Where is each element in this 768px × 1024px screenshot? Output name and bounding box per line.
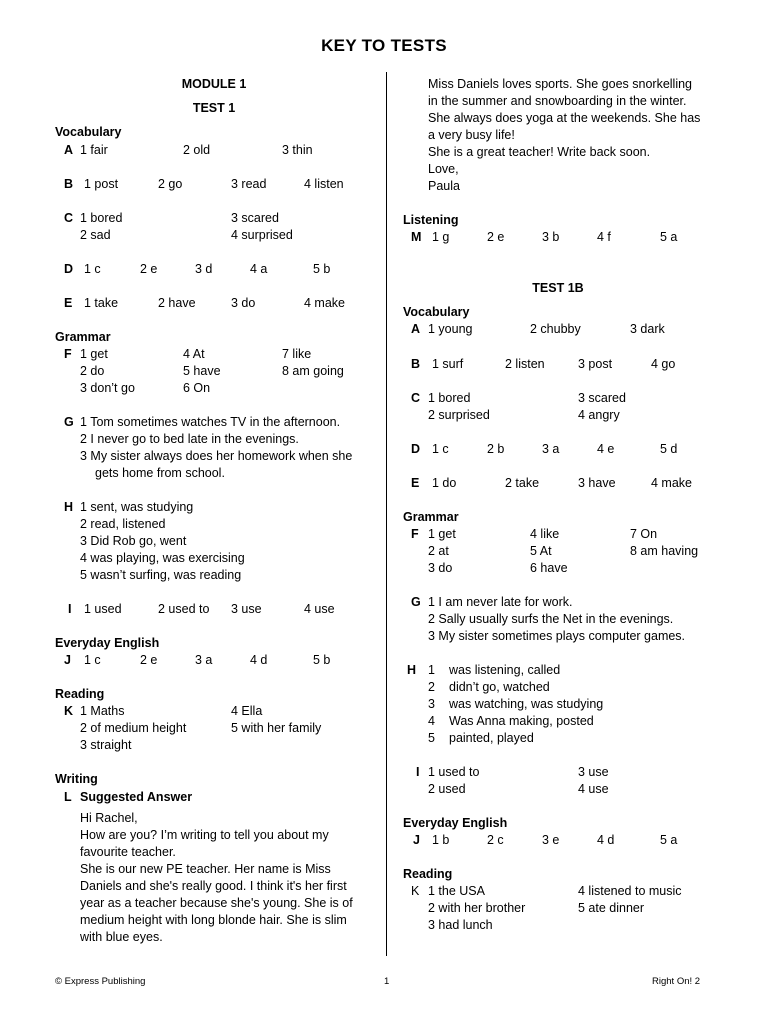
answer: 2 e [140,653,158,667]
exercise-letter-b: B [411,357,421,371]
answer: 5 with her family [231,721,322,735]
answer: 3 Did Rob go, went [80,534,187,548]
answer: 2 surprised [428,408,490,422]
answer: 1 used [84,602,122,616]
answer: was listening, called [449,663,561,677]
section-reading: Reading [403,867,453,881]
answer: 3 e [542,833,560,847]
section-reading: Reading [55,687,105,701]
answer: 4 listen [304,177,344,191]
exercise-letter-m: M [411,230,422,244]
answer: 3 My sister sometimes plays computer games. [428,629,686,643]
answer: 3 scared [231,211,279,225]
answer: 5 a [660,833,678,847]
exercise-letter-l: L [64,790,72,804]
answer: 1 Tom sometimes watches TV in the afternoon. [80,415,341,429]
answer: 1 bored [80,211,123,225]
answer: gets home from school. [95,466,225,480]
letter-line: She is a great teacher! Write back soon. [428,145,651,159]
letter-line: She always does yoga at the weekends. She has [428,111,701,125]
answer: 4 use [304,602,335,616]
answer-number: 3 [428,697,435,711]
exercise-letter-b: B [64,177,74,191]
answer: 2 old [183,143,211,157]
answer: 2 b [487,442,505,456]
exercise-letter-c: C [64,211,74,225]
answer: 1 fair [80,143,108,157]
exercise-letter-h: H [407,663,417,677]
answer: 1 bored [428,391,471,405]
answer: 1 get [428,527,456,541]
answer: 5 ate dinner [578,901,645,915]
exercise-letter-i: I [416,765,420,779]
answer: 4 make [304,296,345,310]
answer: 3 had lunch [428,918,493,932]
answer: 3 thin [282,143,313,157]
exercise-letter-c: C [411,391,421,405]
answer: 3 My sister always does her homework when she [80,449,353,463]
test-heading: TEST 1 [192,101,236,115]
answer: 4 Ella [231,704,263,718]
answer: 3 d [195,262,213,276]
answer: 2 do [80,364,105,378]
answer: 7 On [630,527,658,541]
answer: 4 listened to music [578,884,682,898]
answer-number: 4 [428,714,435,728]
answer: 1 b [432,833,450,847]
answer: 1 young [428,322,473,336]
answer: 2 I never go to bed late in the evenings. [80,432,299,446]
page-title: KEY TO TESTS [321,36,447,55]
answer-number: 5 [428,731,435,745]
answer: 5 At [530,544,552,558]
answer: 3 straight [80,738,132,752]
letter-line: She is our new PE teacher. Her name is Miss [80,862,331,876]
answer: 4 d [597,833,615,847]
answer: 4 was playing, was exercising [80,551,245,565]
answer: 7 like [282,347,312,361]
module-heading: MODULE 1 [181,77,247,91]
answer: 1 g [432,230,450,244]
answer: 4 go [651,357,676,371]
answer: 1 sent, was studying [80,500,194,514]
answer: Was Anna making, posted [449,714,594,728]
answer: 2 have [158,296,196,310]
answer: 1 do [432,476,457,490]
exercise-letter-k: K [64,704,74,718]
letter-line: a very busy life! [428,128,515,142]
exercise-letter-e: E [64,296,73,310]
answer: 5 a [660,230,678,244]
answer: 1 get [80,347,108,361]
answer: 3 post [578,357,613,371]
answer: 1 Maths [80,704,125,718]
column-divider [386,72,387,956]
answer: 2 of medium height [80,721,187,735]
answer: 8 am going [282,364,344,378]
exercise-letter-a: A [411,322,421,336]
answer: 1 take [84,296,119,310]
answer-number: 2 [428,680,435,694]
section-listening: Listening [403,213,459,227]
answer: 3 dark [630,322,665,336]
letter-line: How are you? I’m writing to tell you about my [80,828,329,842]
exercise-letter-j: J [413,833,420,847]
footer-book-title: Right On! 2 [652,976,701,987]
answer: 3 don’t go [80,381,135,395]
answer: 4 f [597,230,611,244]
answer: 5 d [660,442,678,456]
exercise-letter-a: A [64,143,74,157]
exercise-letter-h: H [64,500,74,514]
answer: 2 listen [505,357,545,371]
answer: 3 a [195,653,213,667]
footer-publisher: © Express Publishing [55,976,146,987]
test-1b-heading: TEST 1B [532,281,584,295]
answer: 1 post [84,177,119,191]
answer: 2 Sally usually surfs the Net in the evenings. [428,612,674,626]
answer: 2 read, listened [80,517,166,531]
letter-line: favourite teacher. [80,845,176,859]
answer: 3 do [428,561,453,575]
letter-line: in the summer and snowboarding in the winter. [428,94,687,108]
answer: 1 used to [428,765,480,779]
answer: 2 take [505,476,540,490]
exercise-letter-e: E [411,476,420,490]
answer: 4 At [183,347,205,361]
answer: 4 surprised [231,228,293,242]
section-vocabulary: Vocabulary [403,305,470,319]
answer: 6 On [183,381,211,395]
answer: 5 wasn’t surfing, was reading [80,568,242,582]
answer: 5 b [313,653,331,667]
answer: 3 have [578,476,616,490]
footer-page-number: 1 [384,976,390,987]
exercise-letter-g: G [411,595,421,609]
letter-line: Daniels and she's really good. I think it's her first [80,879,347,893]
answer: 1 c [84,653,101,667]
answer: 2 used to [158,602,210,616]
answer: 1 c [84,262,101,276]
section-vocabulary: Vocabulary [55,125,122,139]
section-everyday-english: Everyday English [55,636,160,650]
answer: 1 surf [432,357,464,371]
answer: 6 have [530,561,568,575]
letter-line: with blue eyes. [80,930,163,944]
letter-line: Miss Daniels loves sports. She goes snorkelling [428,77,693,91]
answer: 5 b [313,262,331,276]
exercise-letter-i: I [68,602,72,616]
answer: 4 use [578,782,609,796]
answer: 2 used [428,782,466,796]
exercise-letter-g: G [64,415,74,429]
answer: 5 have [183,364,221,378]
answer: 4 make [651,476,692,490]
letter-line: Hi Rachel, [80,811,138,825]
answer: 3 scared [578,391,626,405]
answer: 2 sad [80,228,111,242]
answer: 8 am having [630,544,699,558]
answer: 3 a [542,442,560,456]
answer: 1 I am never late for work. [428,595,573,609]
answer: painted, played [449,731,534,745]
answer: 4 e [597,442,615,456]
answer: 2 c [487,833,504,847]
section-everyday-english: Everyday English [403,816,508,830]
answer: 4 angry [578,408,620,422]
section-grammar: Grammar [55,330,111,344]
answer: was watching, was studying [449,697,604,711]
exercise-letter-f: F [411,527,419,541]
exercise-letter-f: F [64,347,72,361]
answer: 1 c [432,442,449,456]
answer: 4 d [250,653,268,667]
exercise-letter-d: D [411,442,421,456]
letter-line: Paula [428,179,460,193]
answer: 3 b [542,230,560,244]
answer: 2 with her brother [428,901,526,915]
section-writing: Writing [55,772,98,786]
answer: 4 like [530,527,560,541]
exercise-letter-j: J [64,653,71,667]
answer: 4 a [250,262,268,276]
letter-line: Love, [428,162,459,176]
exercise-letter-d: D [64,262,74,276]
answer: 2 chubby [530,322,581,336]
letter-line: medium height with long blonde hair. She is slim [80,913,347,927]
exercise-letter-k: K [411,884,420,898]
answer: 3 do [231,296,256,310]
answer: 3 use [231,602,262,616]
answer: 2 at [428,544,449,558]
answer: 2 e [487,230,505,244]
answer: 3 read [231,177,267,191]
answer: 3 use [578,765,609,779]
answer: 1 the USA [428,884,485,898]
section-grammar: Grammar [403,510,459,524]
answer: 2 e [140,262,158,276]
suggested-answer-heading: Suggested Answer [80,790,193,804]
answer-number: 1 [428,663,435,677]
letter-line: year as a teacher because she's young. She is of [80,896,353,910]
answer: didn’t go, watched [449,680,550,694]
answer: 2 go [158,177,183,191]
